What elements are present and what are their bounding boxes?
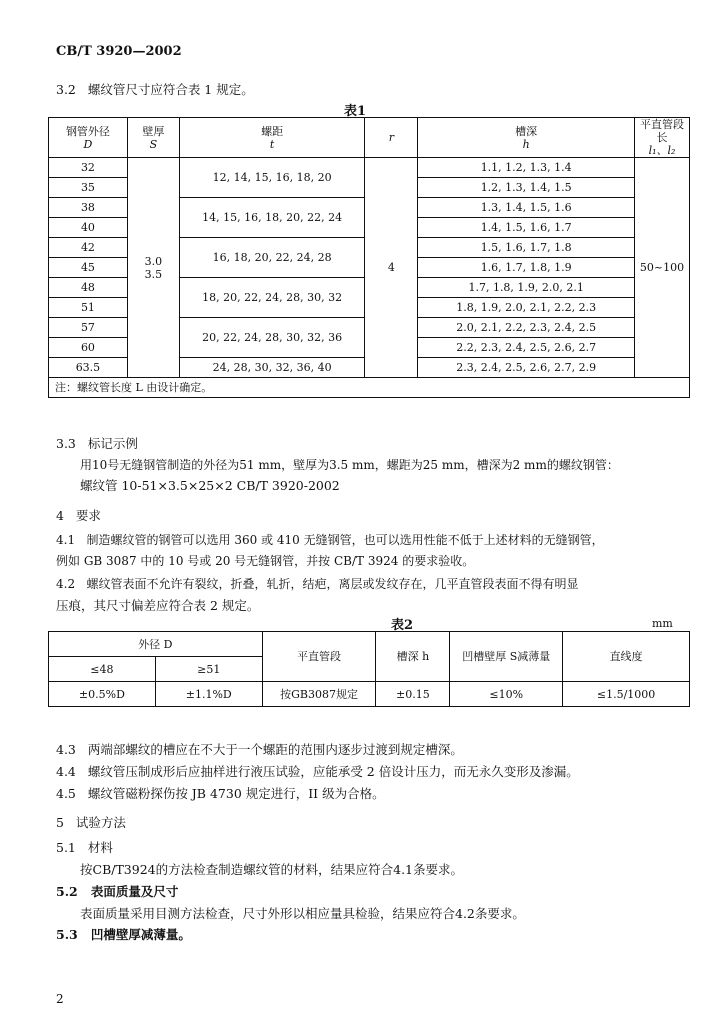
header-straight-length: 平直管段长 l₁、l₂	[634, 118, 689, 158]
section-4-2-line-1	[56, 575, 579, 592]
value-cell: 按GB3087规定	[262, 682, 376, 707]
value-cell: ≤1.5/1000	[563, 682, 690, 707]
section-5-1-text: 按CB/T3924的方法检查制造螺纹管的材料，结果应符合4.1条要求。	[80, 862, 463, 877]
section-number: 4.1	[56, 533, 76, 547]
diameter-cell: 48	[49, 278, 128, 298]
section-text: 螺纹管压制成形后应抽样进行液压试验，应能承受 2 倍设计压力，而无永久变形及渗漏。	[87, 764, 579, 779]
section-number: 4.3	[56, 742, 76, 757]
depth-cell: 1.5, 1.6, 1.7, 1.8	[418, 238, 635, 258]
value-cell: ≤10%	[450, 682, 563, 707]
header-straightness: 直线度	[563, 632, 690, 682]
header-od-small: ≤48	[49, 657, 156, 682]
section-title: 表面质量及尺寸	[90, 884, 179, 899]
diameter-cell: 51	[49, 298, 128, 318]
header-od-large: ≥51	[155, 657, 262, 682]
section-3-2	[56, 80, 254, 98]
section-text: 制造螺纹管的钢管可以选用 360 或 410 无缝钢管，也可以选用性能不低于上述材料的无缝钢管，	[86, 533, 604, 547]
header-outer-diameter: 外径 D	[49, 632, 263, 657]
example-line-1: 用10号无缝钢管制造的外径为51 mm，壁厚为3.5 mm，螺距为25 mm，槽深为2 mm的螺纹钢管：	[80, 458, 619, 472]
header-wall: 壁厚 S	[127, 118, 179, 158]
diameter-cell: 32	[49, 158, 128, 178]
header-groove-depth: 槽深 h	[376, 632, 450, 682]
section-number: 3.3	[56, 436, 76, 451]
section-number: 5	[56, 815, 64, 830]
pitch-cell: 20, 22, 24, 28, 30, 32, 36	[179, 318, 365, 358]
table-2	[48, 631, 690, 707]
example-line-2: 螺纹管 10-51×3.5×25×2 CB/T 3920-2002	[80, 478, 340, 493]
depth-cell: 1.1, 1.2, 1.3, 1.4	[418, 158, 635, 178]
diameter-cell: 45	[49, 258, 128, 278]
table2-unit: mm	[652, 617, 673, 630]
section-number: 4	[56, 508, 64, 523]
section-number: 5.1	[56, 840, 76, 855]
section-number: 4.4	[56, 764, 76, 779]
diameter-cell: 63.5	[49, 358, 128, 378]
section-number: 4.5	[56, 786, 76, 801]
header-diameter: 钢管外径 D	[49, 118, 128, 158]
depth-cell: 2.0, 2.1, 2.2, 2.3, 2.4, 2.5	[418, 318, 635, 338]
section-4-5	[56, 784, 385, 802]
section-5-heading	[56, 813, 126, 831]
diameter-cell: 60	[49, 338, 128, 358]
diameter-cell: 40	[49, 218, 128, 238]
section-text: 螺纹管表面不允许有裂纹，折叠，轧折，结疤，离层或发纹存在，几平直管段表面不得有明显	[86, 577, 579, 591]
wall-cell: 3.0 3.5	[127, 158, 179, 378]
header-straight-section: 平直管段	[262, 632, 376, 682]
section-number: 4.2	[56, 577, 76, 591]
depth-cell: 2.3, 2.4, 2.5, 2.6, 2.7, 2.9	[418, 358, 635, 378]
section-5-2-text: 表面质量采用目测方法检查，尺寸外形以相应量具检验，结果应符合4.2条要求。	[80, 906, 525, 921]
section-number: 5.2	[56, 884, 78, 899]
section-3-3-heading	[56, 434, 138, 452]
section-4-2-line-2: 压痕，其尺寸偏差应符合表 2 规定。	[56, 598, 260, 613]
diameter-cell: 38	[49, 198, 128, 218]
section-4-4	[56, 762, 579, 780]
section-text: 螺纹管尺寸应符合表 1 规定。	[87, 82, 254, 97]
r-cell: 4	[365, 158, 418, 378]
section-4-heading	[56, 506, 101, 524]
table1-caption: 表1	[344, 104, 367, 119]
depth-cell: 1.2, 1.3, 1.4, 1.5	[418, 178, 635, 198]
section-title: 标记示例	[87, 436, 138, 451]
value-cell: ±0.5%D	[49, 682, 156, 707]
pitch-cell: 12, 14, 15, 16, 18, 20	[179, 158, 365, 198]
header-wall-thinning: 凹槽壁厚 S减薄量	[450, 632, 563, 682]
section-4-1-line-2: 例如 GB 3087 中的 10 号或 20 号无缝钢管，并按 CB/T 3924 的要求验收。	[56, 554, 475, 568]
depth-cell: 1.8, 1.9, 2.0, 2.1, 2.2, 2.3	[418, 298, 635, 318]
straight-length-cell: 50~100	[634, 158, 689, 378]
table1-note: 注：螺纹管长度 L 由设计确定。	[49, 378, 690, 398]
depth-cell: 1.6, 1.7, 1.8, 1.9	[418, 258, 635, 278]
pitch-cell: 16, 18, 20, 22, 24, 28	[179, 238, 365, 278]
page-number: 2	[56, 992, 64, 1006]
section-5-3-heading	[56, 925, 191, 943]
section-number: 3.2	[56, 82, 76, 97]
section-title: 凹槽壁厚减薄量。	[90, 927, 191, 942]
pitch-cell: 18, 20, 22, 24, 28, 30, 32	[179, 278, 365, 318]
section-text: 螺纹管磁粉探伤按 JB 4730 规定进行，II 级为合格。	[87, 786, 385, 801]
diameter-cell: 42	[49, 238, 128, 258]
header-depth: 槽深 h	[418, 118, 635, 158]
value-cell: ±0.15	[376, 682, 450, 707]
header-pitch: 螺距 t	[179, 118, 365, 158]
section-title: 材料	[87, 840, 113, 855]
table-1	[48, 117, 690, 398]
depth-cell: 1.4, 1.5, 1.6, 1.7	[418, 218, 635, 238]
table2-caption: 表2	[391, 618, 414, 633]
depth-cell: 1.7, 1.8, 1.9, 2.0, 2.1	[418, 278, 635, 298]
section-5-1-heading	[56, 838, 113, 856]
diameter-cell: 35	[49, 178, 128, 198]
pitch-cell: 24, 28, 30, 32, 36, 40	[179, 358, 365, 378]
standard-code: CB/T 3920—2002	[56, 44, 182, 59]
section-5-2-heading	[56, 882, 178, 900]
section-4-3	[56, 740, 463, 758]
section-4-1-line-1	[56, 531, 604, 548]
section-text: 两端部螺纹的槽应在不大于一个螺距的范围内逐步过渡到规定槽深。	[87, 742, 463, 757]
header-r: r	[365, 118, 418, 158]
section-title: 要求	[75, 508, 101, 523]
depth-cell: 1.3, 1.4, 1.5, 1.6	[418, 198, 635, 218]
value-cell: ±1.1%D	[155, 682, 262, 707]
section-number: 5.3	[56, 927, 78, 942]
depth-cell: 2.2, 2.3, 2.4, 2.5, 2.6, 2.7	[418, 338, 635, 358]
diameter-cell: 57	[49, 318, 128, 338]
pitch-cell: 14, 15, 16, 18, 20, 22, 24	[179, 198, 365, 238]
section-title: 试验方法	[75, 815, 126, 830]
